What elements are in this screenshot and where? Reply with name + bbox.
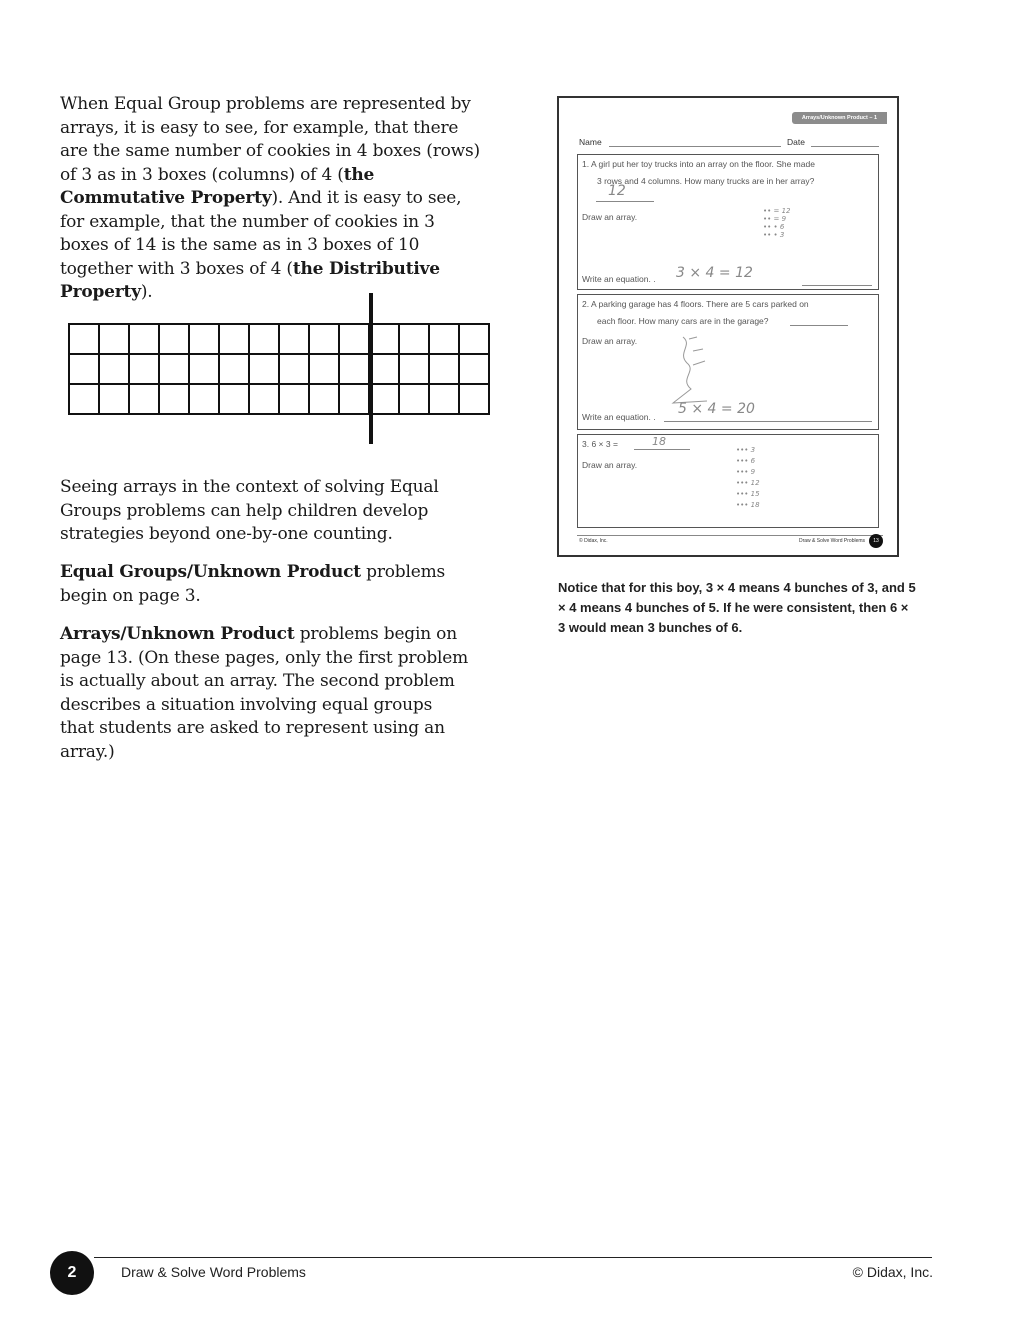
problem-2-line-1: 2. A parking garage has 4 floors. There are 5 cars parked on	[582, 299, 809, 309]
problem-3-answer-line	[634, 449, 690, 450]
array-row	[69, 324, 489, 354]
problem-3-box	[577, 434, 879, 528]
array-cell	[429, 354, 459, 384]
problem-1-handwritten-equation: 3 × 4 = 12	[676, 265, 753, 281]
date-line	[811, 146, 879, 147]
problem-3-line-1: 3. 6 × 3 =	[582, 439, 618, 449]
arrays-term: Arrays/Unknown Product	[60, 624, 295, 644]
array-cell	[249, 384, 279, 414]
problem-2-box	[577, 294, 879, 430]
equal-groups-paragraph	[60, 561, 470, 608]
array-cell	[249, 324, 279, 354]
commutative-property-term: the Commutative Property	[60, 164, 375, 208]
seeing-arrays-paragraph: Seeing arrays in the context of solving Equal Groups problems can help children develop strategies beyond one-by-one counting.	[60, 477, 439, 544]
intro-text-1: When Equal Group problems are represented by arrays, it is easy to see, for example, that there are the same number of cookies in 4 boxes (rows) of 3 as in 3 boxes (columns) of 4 (	[60, 94, 480, 185]
array-cell	[99, 324, 129, 354]
problem-2-draw-label: Draw an array.	[582, 336, 638, 346]
array-cell	[159, 384, 189, 414]
intro-paragraph	[60, 93, 480, 305]
array-cell	[129, 324, 159, 354]
array-cell	[279, 354, 309, 384]
array-cell	[99, 354, 129, 384]
array-cell	[189, 354, 219, 384]
array-cell	[159, 354, 189, 384]
problem-1-equation-label: Write an equation. .	[582, 274, 656, 284]
problem-3-drawing: ••• 3 ••• 6 ••• 9 ••• 12 ••• 15 ••• 18	[736, 446, 760, 509]
array-cell	[309, 354, 339, 384]
array-cell	[159, 324, 189, 354]
array-cell	[189, 384, 219, 414]
array-cell	[339, 324, 369, 354]
worksheet-footer-copyright: © Didax, Inc.	[579, 538, 608, 544]
distributive-property-term: the Distributive Property	[60, 258, 440, 302]
array-cell	[189, 324, 219, 354]
array-cell	[459, 354, 489, 384]
problem-1-answer-line	[596, 201, 654, 202]
worksheet-date-label: Date	[787, 137, 805, 147]
array-cell	[219, 384, 249, 414]
page-number: 2	[50, 1251, 94, 1295]
array-cell	[129, 384, 159, 414]
equal-groups-term: Equal Groups/Unknown Product	[60, 562, 361, 582]
array-cell	[129, 354, 159, 384]
problem-1-handwritten-answer: 12	[608, 183, 626, 199]
array-cell	[369, 384, 399, 414]
equal-groups-text: problems begin on page 3.	[60, 562, 446, 606]
problem-1-box	[577, 154, 879, 290]
array-split-line	[369, 293, 373, 444]
problem-3-draw-label: Draw an array.	[582, 460, 638, 470]
array-cell	[309, 384, 339, 414]
array-cell	[69, 324, 99, 354]
name-line	[609, 146, 781, 147]
array-cell	[279, 324, 309, 354]
array-cell	[429, 384, 459, 414]
array-cell	[69, 384, 99, 414]
arrays-text: problems begin on page 13. (On these pages, only the first problem is actually about an array. The second problem describes a situation involving equal groups that students are asked to represent using an array.)	[60, 624, 469, 762]
array-cell	[459, 324, 489, 354]
problem-2-handwritten-equation: 5 × 4 = 20	[678, 401, 755, 417]
problem-2-drawing	[663, 331, 723, 411]
footer-rule	[94, 1257, 932, 1258]
problem-1-line-2: 3 rows and 4 columns. How many trucks are in her array?	[597, 176, 815, 186]
footer-book-title: Draw & Solve Word Problems	[121, 1264, 306, 1280]
worksheet-page-number: 13	[869, 534, 883, 548]
problem-1-equation-line	[802, 285, 872, 286]
problem-2-equation-line	[664, 421, 872, 422]
array-cell	[249, 354, 279, 384]
array-cell	[369, 354, 399, 384]
array-figure	[68, 293, 498, 445]
array-cell	[339, 384, 369, 414]
array-cell	[219, 324, 249, 354]
worksheet-header: Arrays/Unknown Product – 1	[792, 112, 887, 124]
array-cell	[459, 384, 489, 414]
arrays-paragraph	[60, 623, 470, 764]
problem-2-line-2: each floor. How many cars are in the garage?	[597, 316, 769, 326]
thumbnail-caption: Notice that for this boy, 3 × 4 means 4 bunches of 3, and 5 × 4 means 4 bunches of 5. If he were consistent, then 6 × 3 would mean 3 bunches of 6.	[558, 580, 916, 635]
intro-text-3: ).	[140, 282, 153, 302]
array-cell	[219, 354, 249, 384]
worksheet-thumbnail	[557, 96, 899, 557]
array-cell	[399, 324, 429, 354]
array-row	[69, 354, 489, 384]
array-cell	[99, 384, 129, 414]
intro-text-2: ). And it is easy to see, for example, that the number of cookies in 3 boxes of 14 is the same as in 3 boxes of 10 together with 3 boxes of 4 (	[60, 188, 462, 279]
problem-2-answer-line	[790, 325, 848, 326]
array-cell	[429, 324, 459, 354]
array-cell	[399, 384, 429, 414]
problem-2-equation-label: Write an equation. .	[582, 412, 656, 422]
array-cell	[339, 354, 369, 384]
array-cell	[399, 354, 429, 384]
array-cell	[69, 354, 99, 384]
array-cell	[279, 384, 309, 414]
worksheet-name-label: Name	[579, 137, 602, 147]
problem-1-draw-label: Draw an array.	[582, 212, 638, 222]
array-grid	[68, 323, 490, 415]
problem-1-line-1: 1. A girl put her toy trucks into an array on the floor. She made	[582, 159, 815, 169]
array-cell	[369, 324, 399, 354]
array-cell	[309, 324, 339, 354]
footer-copyright: © Didax, Inc.	[852, 1264, 933, 1280]
problem-3-handwritten-answer: 18	[652, 435, 666, 448]
worksheet-footer-title: Draw & Solve Word Problems	[799, 538, 866, 544]
problem-1-drawing: •• = 12 •• = 9 •• • 6 •• • 3	[763, 207, 791, 239]
worksheet-footer-line	[577, 535, 883, 536]
array-row	[69, 384, 489, 414]
